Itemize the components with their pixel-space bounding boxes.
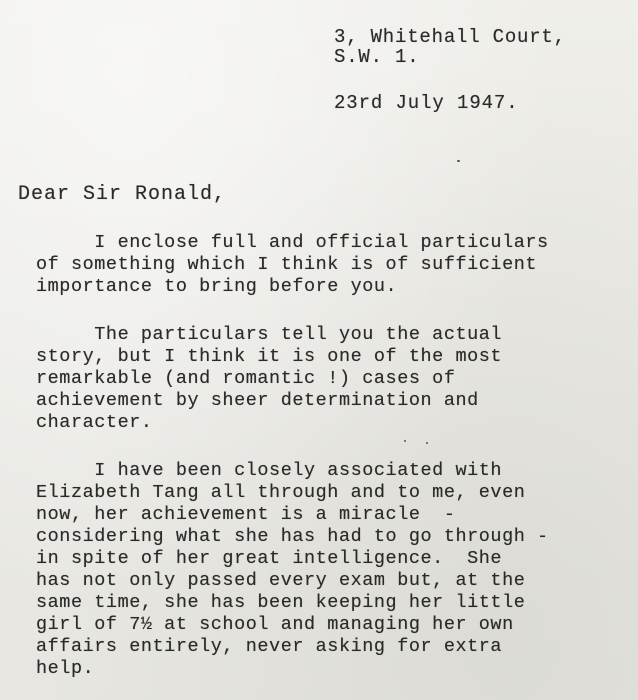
ink-speck bbox=[426, 442, 428, 444]
paragraph-line: help. bbox=[36, 658, 95, 679]
paragraph-line: The particulars tell you the actual bbox=[36, 324, 503, 345]
paragraph-line: character. bbox=[36, 412, 153, 433]
salutation: Dear Sir Ronald, bbox=[18, 183, 227, 206]
paragraph-line: story, but I think it is one of the most bbox=[36, 346, 503, 367]
paragraph-line: affairs entirely, never asking for extra bbox=[36, 636, 503, 657]
ink-speck bbox=[404, 440, 406, 442]
paragraph-line: importance to bring before you. bbox=[36, 276, 398, 297]
paragraph-line: I enclose full and official particulars bbox=[36, 232, 549, 253]
paragraph-line: now, her achievement is a miracle - bbox=[36, 504, 456, 525]
ink-speck bbox=[457, 160, 460, 162]
paragraph-line: has not only passed every exam but, at the bbox=[36, 570, 526, 591]
paragraph-line: I have been closely associated with bbox=[36, 460, 503, 481]
paragraph-2 bbox=[36, 324, 502, 434]
paragraph-line: in spite of her great intelligence. She bbox=[36, 548, 503, 569]
paragraph-line: Elizabeth Tang all through and to me, even bbox=[36, 482, 526, 503]
paragraph-3 bbox=[36, 460, 549, 680]
paragraph-line: remarkable (and romantic !) cases of bbox=[36, 368, 456, 389]
paragraph-line: considering what she has had to go through - bbox=[36, 526, 549, 547]
letter-date: 23rd July 1947. bbox=[334, 92, 519, 114]
paragraph-line: same time, she has been keeping her little bbox=[36, 592, 526, 613]
address-line-1: 3, Whitehall Court, bbox=[334, 26, 566, 48]
paragraph-line: girl of 7½ at school and managing her own bbox=[36, 614, 514, 635]
paragraph-1 bbox=[36, 232, 549, 298]
paragraph-line: achievement by sheer determination and bbox=[36, 390, 479, 411]
paragraph-line: of something which I think is of sufficient bbox=[36, 254, 538, 275]
address-line-2: S.W. 1. bbox=[334, 46, 420, 68]
